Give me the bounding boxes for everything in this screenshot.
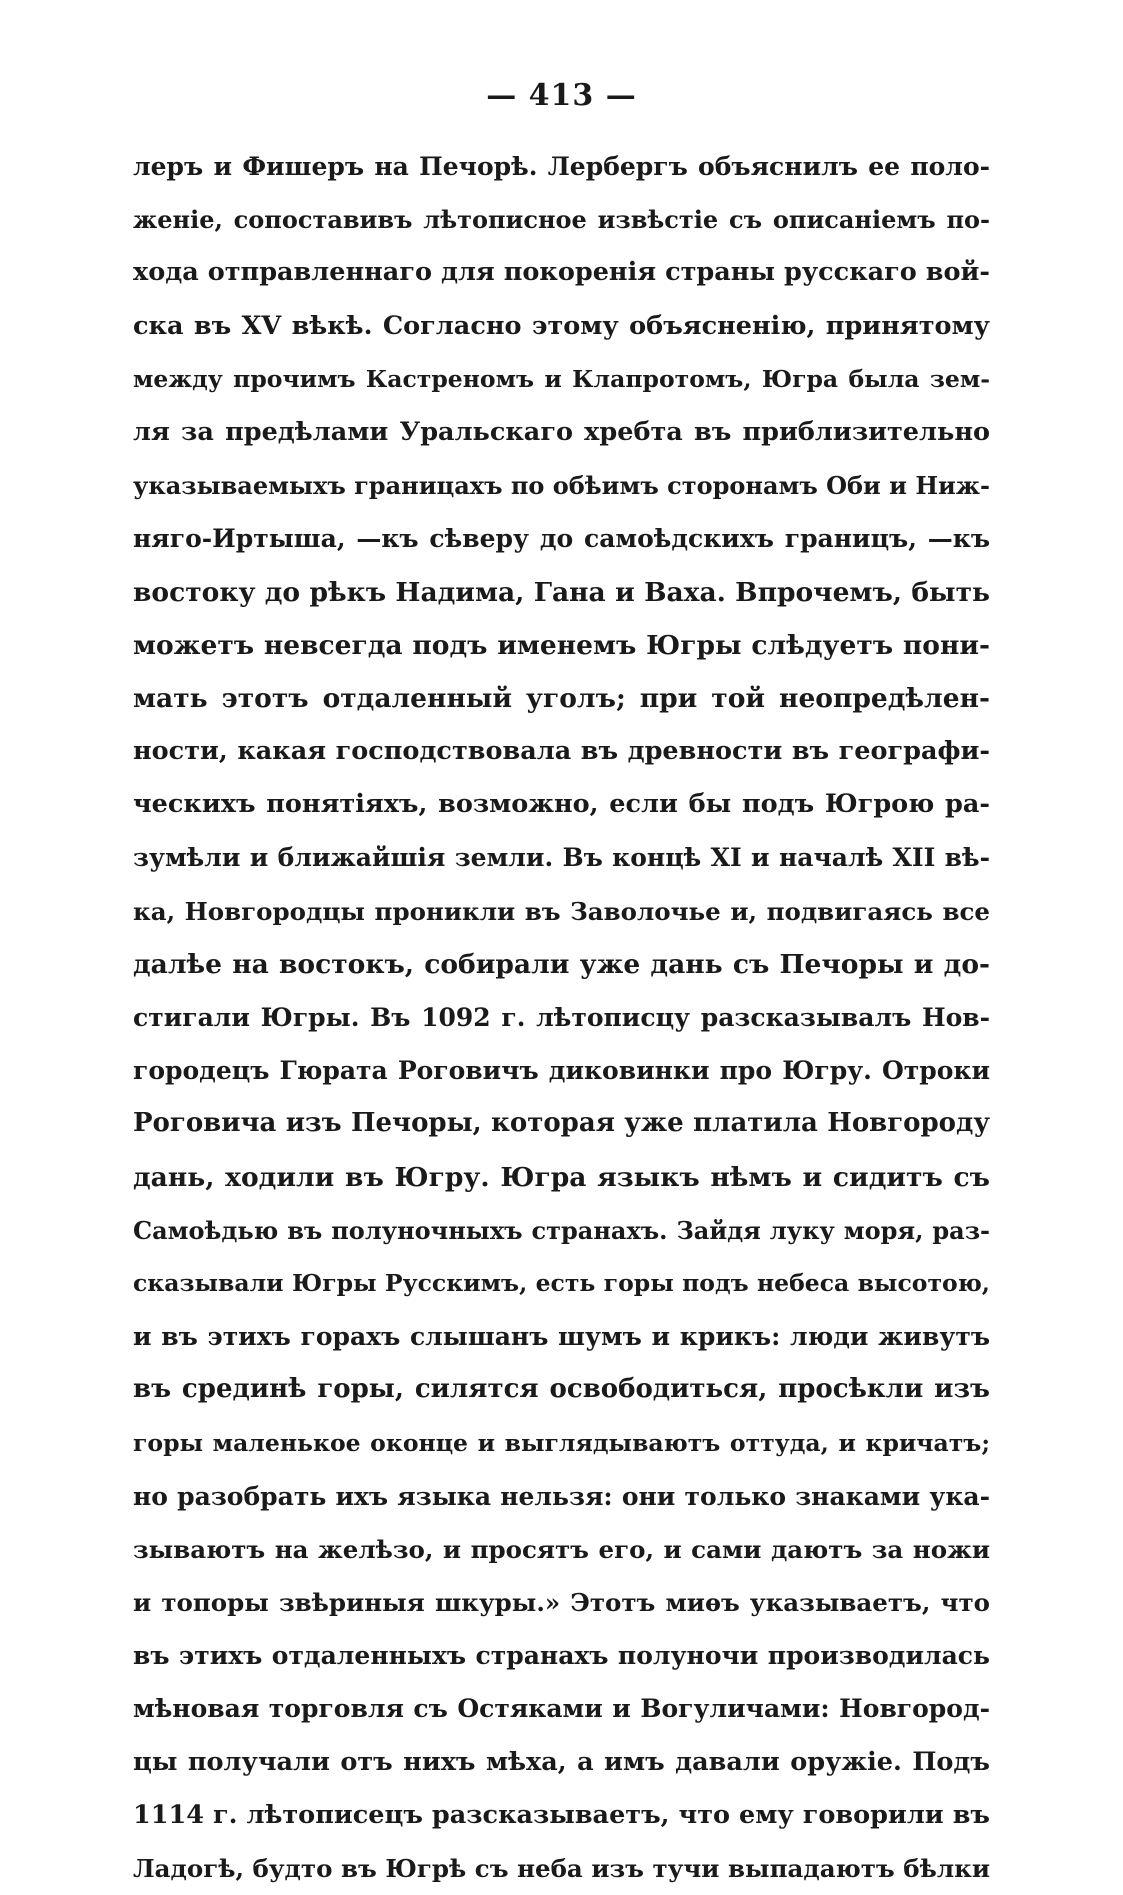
text-line: мать этотъ отдаленный уголъ; при той неопредѣлен- — [133, 682, 990, 714]
text-line: дань, ходили въ Югру. Югра языкъ нѣмъ и сидитъ съ — [133, 1161, 990, 1193]
text-line: ска въ XV вѣкѣ. Согласно этому объясненію, принятому — [133, 310, 990, 341]
text-line: и топоры звѣриныя шкуры.» Этотъ миѳъ указываетъ, что — [133, 1588, 990, 1618]
text-line: стигали Югры. Въ 1092 г. лѣтописцу разсказывалъ Нов- — [133, 1003, 990, 1032]
text-line: ческихъ понятіяхъ, возможно, если бы подъ Югрою ра- — [133, 789, 990, 820]
text-line: хода отправленнаго для покоренія страны русскаго вой- — [133, 257, 990, 288]
text-line: Роговича изъ Печоры, которая уже платила Новгороду — [133, 1108, 990, 1139]
text-line: ля за предѣлами Уральскаго хребта въ приблизительно — [133, 416, 990, 447]
text-line: зумѣли и ближайшія земли. Въ концѣ XI и началѣ XII вѣ- — [133, 843, 990, 873]
text-line: Самоѣдью въ полуночныхъ странахъ. Зайдя луку моря, раз- — [133, 1215, 990, 1245]
text-line: леръ и Фишеръ на Печорѣ. Лербергъ объяснилъ ее поло- — [133, 152, 990, 181]
body-text — [133, 140, 990, 1895]
text-line: ности, какая господствовала въ древности въ географи- — [133, 736, 990, 767]
text-line: востоку до рѣкъ Надима, Гана и Ваха. Впрочемъ, быть — [133, 576, 990, 608]
text-line: Ладогѣ, будто въ Югрѣ съ неба изъ тучи выпадаютъ бѣлки — [133, 1854, 990, 1883]
text-line: городецъ Гюрата Роговичъ диковинки про Югру. Отроки — [133, 1056, 990, 1086]
text-line: и въ этихъ горахъ слышанъ шумъ и крикъ: люди живутъ — [133, 1322, 990, 1352]
text-line: няго-Иртыша, —къ сѣверу до самоѣдскихъ границъ, —къ — [133, 524, 990, 554]
text-line: можетъ невсегда подъ именемъ Югры слѣдуетъ пони- — [133, 629, 990, 661]
text-line: зываютъ на желѣзо, и просятъ его, и сами даютъ за ножи — [133, 1534, 990, 1564]
text-line: сказывали Югры Русскимъ, есть горы подъ небеса высотою, — [133, 1268, 990, 1297]
text-line: ка, Новгородцы проникли въ Заволочье и, подвигаясь все — [133, 896, 990, 926]
text-line: въ этихъ отдаленныхъ странахъ полуночи производилась — [133, 1641, 990, 1671]
text-line: горы маленькое оконце и выглядываютъ оттуда, и кричатъ; — [133, 1428, 990, 1457]
text-line: 1114 г. лѣтописецъ разсказываетъ, что ему говорили въ — [133, 1799, 990, 1830]
text-line: между прочимъ Кастреномъ и Клапротомъ, Югра была зем- — [133, 364, 990, 393]
page-number: — 413 — — [486, 78, 637, 113]
text-line: женіе, сопоставивъ лѣтописное извѣстіе съ описаніемъ по- — [133, 205, 990, 235]
text-line: указываемыхъ границахъ по обѣимъ сторонамъ Оби и Ниж- — [133, 471, 990, 501]
text-line: но разобрать ихъ языка нельзя: они только знаками ука- — [133, 1481, 990, 1511]
text-line: въ срединѣ горы, силятся освободиться, просѣкли изъ — [133, 1374, 990, 1405]
text-line: далѣе на востокъ, собирали уже дань съ Печоры и до- — [133, 948, 990, 980]
text-line: мѣновая торговля съ Остяками и Вогуличами: Новгород- — [133, 1694, 990, 1724]
text-line: цы получали отъ нихъ мѣха, а имъ давали оружіе. Подъ — [133, 1746, 990, 1777]
